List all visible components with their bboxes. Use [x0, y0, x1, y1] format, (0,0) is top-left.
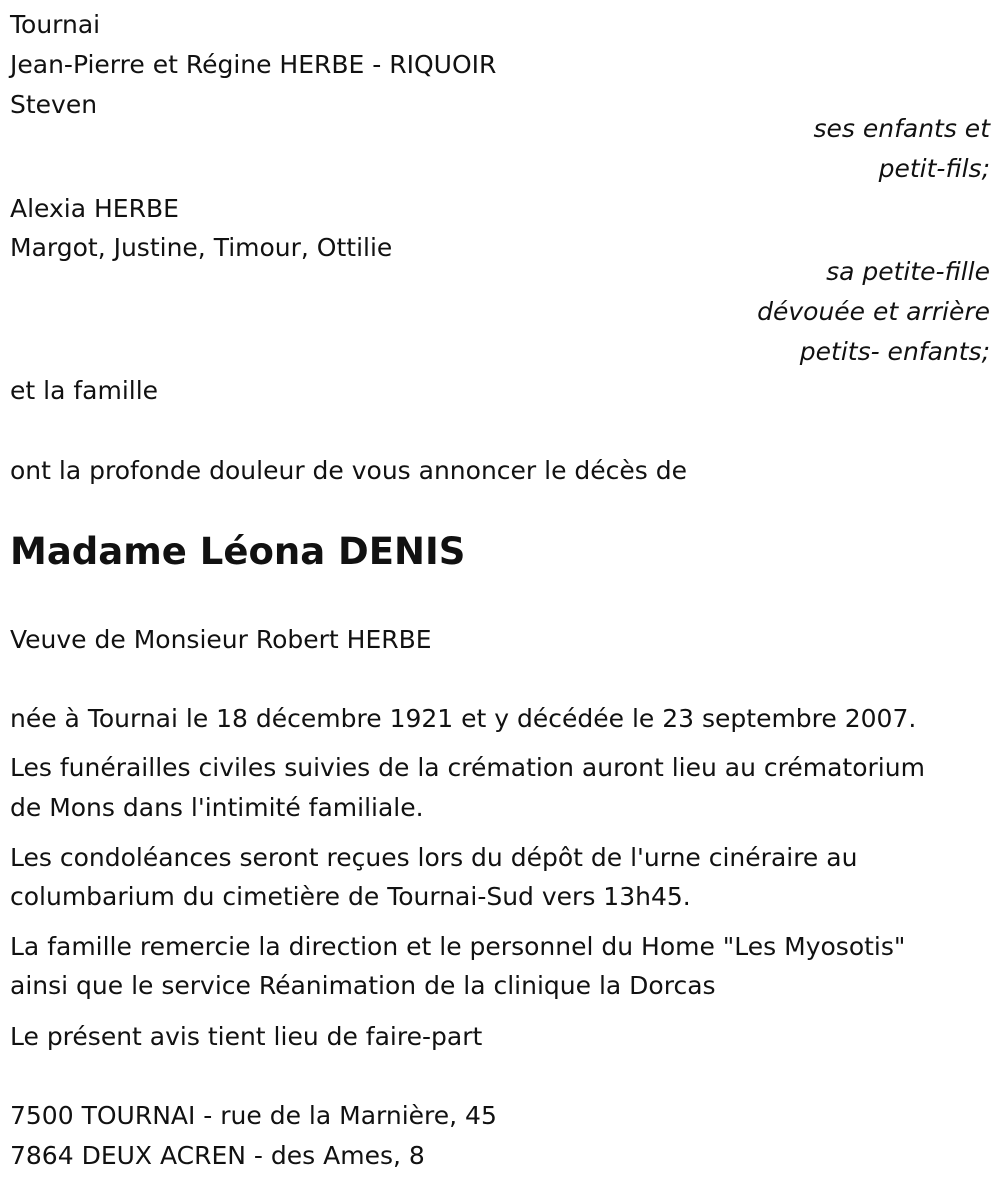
granddaughter-caption-line-2: dévouée et arrière	[757, 297, 990, 326]
granddaughter-name-line: Alexia HERBE	[10, 194, 179, 223]
children-names-line: Jean-Pierre et Régine HERBE - RIQUOIR	[10, 50, 497, 79]
birth-death-line: née à Tournai le 18 décembre 1921 et y décédée le 23 septembre 2007.	[10, 704, 917, 733]
deceased-name: Madame Léona DENIS	[10, 530, 466, 573]
children-caption-line-2: petit-fils;	[878, 154, 990, 183]
thanks-line-2: ainsi que le service Réanimation de la clinique la Dorcas	[10, 971, 716, 1000]
children-caption-line-1: ses enfants et	[813, 114, 990, 143]
granddaughter-caption-line-1: sa petite-fille	[826, 257, 990, 286]
funeral-line-2: de Mons dans l'intimité familiale.	[10, 793, 424, 822]
funeral-line-1: Les funérailles civiles suivies de la crémation auront lieu au crématorium	[10, 753, 925, 782]
great-grandchildren-names-line: Margot, Justine, Timour, Ottilie	[10, 233, 393, 262]
widow-line: Veuve de Monsieur Robert HERBE	[10, 625, 432, 654]
thanks-line-1: La famille remercie la direction et le personnel du Home "Les Myosotis"	[10, 932, 906, 961]
granddaughter-caption-line-3: petits- enfants;	[799, 337, 990, 366]
address-line-2: 7864 DEUX ACREN - des Ames, 8	[10, 1141, 425, 1170]
family-line: et la famille	[10, 376, 159, 405]
address-line-1: 7500 TOURNAI - rue de la Marnière, 45	[10, 1101, 497, 1130]
condolences-line-1: Les condoléances seront reçues lors du dépôt de l'urne cinéraire au	[10, 843, 858, 872]
announcement-intro: ont la profonde douleur de vous annoncer le décès de	[10, 456, 688, 485]
grandson-name-line: Steven	[10, 90, 98, 119]
notice-line: Le présent avis tient lieu de faire-part	[10, 1022, 483, 1051]
condolences-line-2: columbarium du cimetière de Tournai-Sud vers 13h45.	[10, 882, 691, 911]
city-line: Tournai	[10, 10, 101, 39]
